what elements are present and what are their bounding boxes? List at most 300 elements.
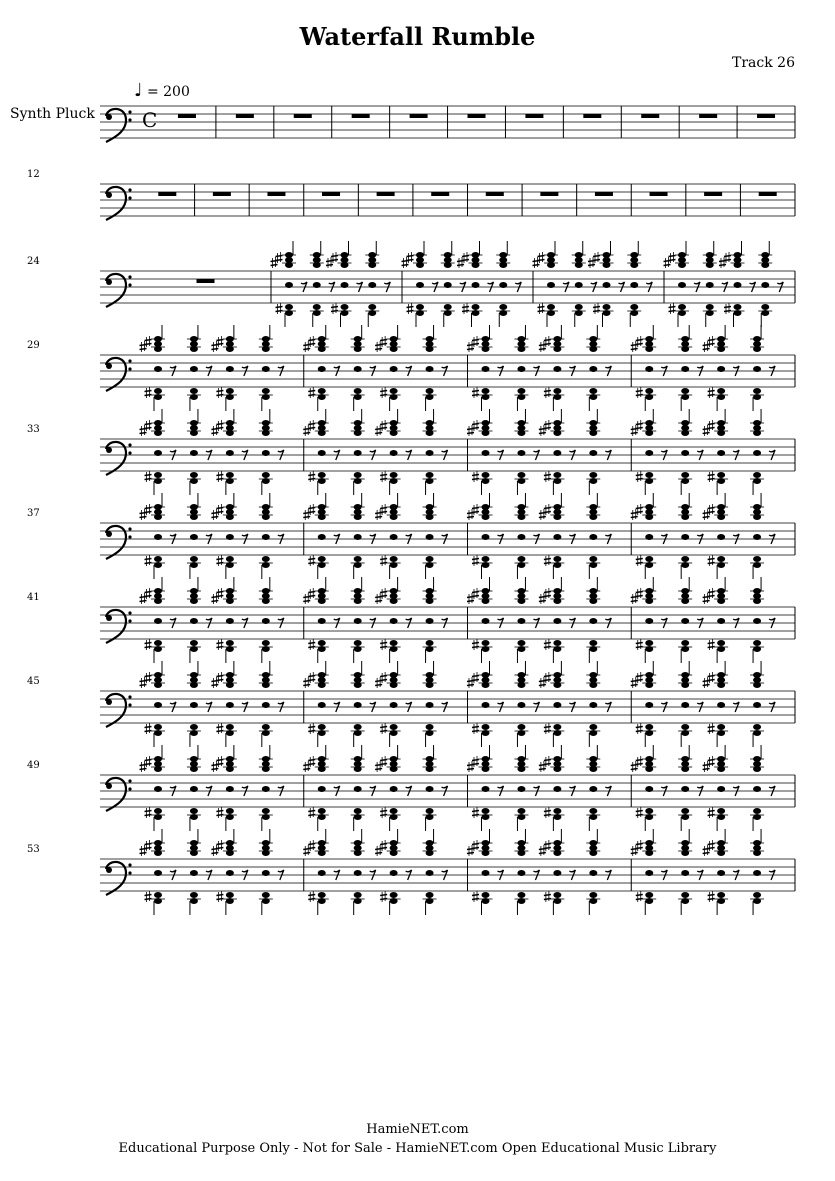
note-head [753,450,761,456]
chord [211,493,237,579]
chord [140,577,166,663]
note-head [390,450,398,456]
note-head [482,556,490,562]
chord [758,241,772,327]
note-head [341,282,349,288]
sharp-icon [593,252,600,263]
note-head [444,282,452,288]
chord [539,409,565,495]
note-head [645,702,653,708]
sharp-icon [544,840,551,851]
note-head [681,618,689,624]
chord [750,829,764,915]
note-head [426,472,434,478]
measure-number: 49 [27,760,40,771]
note-head [553,618,561,624]
sharp-icon [216,387,223,398]
sharp-icon [593,303,600,314]
note-head [262,892,270,898]
chord [259,493,273,579]
note-head [226,786,234,792]
chord [187,661,201,747]
bass-clef-dot [106,867,112,873]
note-head [517,366,525,372]
note-head [734,282,742,288]
sharp-icon [308,387,315,398]
sharp-icon [588,257,595,268]
note-head [517,724,525,730]
note-head [681,534,689,540]
chord [441,241,455,327]
chord [514,577,528,663]
sharp-icon [708,420,715,431]
sharp-icon [631,425,638,436]
note-head [547,304,555,310]
note-head [262,556,270,562]
sharp-icon [140,593,147,604]
chord [703,577,729,663]
sharp-icon [145,840,152,851]
sharp-icon [636,807,643,818]
note-head [589,702,597,708]
note-head [553,534,561,540]
sharp-icon [140,845,147,856]
chord [375,745,401,831]
note-head [354,640,362,646]
chord [375,493,401,579]
chord [211,829,237,915]
sharp-icon [375,845,382,856]
note-head [717,388,725,394]
chord [678,577,692,663]
note-head [262,808,270,814]
bass-clef-dot [128,451,131,454]
sharp-icon [703,761,710,772]
chord [539,325,565,411]
chord [631,745,657,831]
chord [631,829,657,915]
chord [539,829,565,915]
chord [211,325,237,411]
note-head [154,870,162,876]
sharp-icon [308,420,315,431]
note-head [190,724,198,730]
sharp-icon [216,588,223,599]
note-head [482,450,490,456]
sharp-icon [216,840,223,851]
sharp-icon [457,257,464,268]
note-head [717,472,725,478]
footer-notice: Educational Purpose Only - Not for Sale - HamieNET.com Open Educational Music Library [118,1141,717,1156]
bass-clef-dot [128,863,131,866]
note-head [154,534,162,540]
staff-system [100,184,795,220]
chord [187,493,201,579]
whole-rest-icon [352,114,370,118]
chord [423,661,437,747]
sharp-icon [544,504,551,515]
whole-rest-icon [294,114,312,118]
note-head [753,702,761,708]
chord [140,745,166,831]
sharp-icon [380,807,387,818]
sharp-icon [211,677,218,688]
chord [586,745,600,831]
bass-clef-dot [128,110,131,113]
sharp-icon [708,387,715,398]
sharp-icon [145,555,152,566]
measure-number: 12 [27,169,40,180]
note-head [226,388,234,394]
chord [678,829,692,915]
note-head [553,640,561,646]
chord [533,241,559,327]
sharp-icon [544,723,551,734]
note-head [226,556,234,562]
note-head [589,534,597,540]
sharp-icon [544,891,551,902]
note-head [553,472,561,478]
chord [586,409,600,495]
note-head [499,282,507,288]
note-head [354,556,362,562]
chord [631,409,657,495]
note-head [154,808,162,814]
sharp-icon [303,845,310,856]
note-head [630,304,638,310]
sharp-icon [636,840,643,851]
sharp-icon [380,555,387,566]
note-head [154,472,162,478]
chord [750,661,764,747]
sharp-icon [467,761,474,772]
note-head [553,808,561,814]
quarter-note-icon: ♩ [134,80,143,101]
whole-rest-icon [322,192,340,196]
sharp-icon [708,672,715,683]
chord [514,829,528,915]
note-head [482,388,490,394]
note-head [717,892,725,898]
sharp-icon [636,588,643,599]
note-head [262,870,270,876]
note-head [517,702,525,708]
measure-number: 24 [27,256,40,267]
sharp-icon [539,845,546,856]
chord [187,409,201,495]
chord [703,493,729,579]
sharp-icon [636,420,643,431]
sharp-icon [140,761,147,772]
note-head [285,282,293,288]
chord [303,745,329,831]
sharp-icon [538,252,545,263]
chord [365,241,379,327]
chord [375,409,401,495]
sharp-icon [472,336,479,347]
note-head [262,640,270,646]
note-head [354,724,362,730]
chord [586,661,600,747]
sharp-icon [467,593,474,604]
note-head [589,618,597,624]
sharp-icon [276,303,283,314]
note-head [354,808,362,814]
note-head [262,472,270,478]
sharp-icon [308,891,315,902]
note-head [341,304,349,310]
note-head [368,282,376,288]
note-head [190,366,198,372]
chord [259,745,273,831]
note-head [482,808,490,814]
note-head [753,724,761,730]
note-head [354,366,362,372]
note-head [553,786,561,792]
whole-rest-icon [486,192,504,196]
score-title: Waterfall Rumble [299,22,536,51]
note-head [553,870,561,876]
chord [750,577,764,663]
sharp-icon [636,555,643,566]
note-head [426,618,434,624]
sharp-icon [331,303,338,314]
note-head [717,870,725,876]
chord [259,661,273,747]
sharp-icon [380,672,387,683]
chord [703,409,729,495]
chord [467,409,493,495]
note-head [416,304,424,310]
note-head [226,640,234,646]
sharp-icon [669,252,676,263]
sharp-icon [467,425,474,436]
note-head [553,892,561,898]
sharp-icon [544,756,551,767]
note-head [318,556,326,562]
sharp-icon [538,303,545,314]
sharp-icon [140,509,147,520]
chord [586,829,600,915]
sharp-icon [308,756,315,767]
bass-clef-dot [128,703,131,706]
sharp-icon [145,807,152,818]
note-head [262,724,270,730]
sharp-icon [145,639,152,650]
sharp-icon [216,471,223,482]
chord [375,577,401,663]
bass-clef-dot [128,283,131,286]
bass-clef-dot [128,118,131,121]
sharp-icon [708,807,715,818]
sharp-icon [216,504,223,515]
sharp-icon [636,723,643,734]
note-head [262,702,270,708]
sharp-icon [308,471,315,482]
bass-clef-dot [128,611,131,614]
sharp-icon [402,257,409,268]
note-head [318,388,326,394]
chord [750,493,764,579]
sharp-icon [308,336,315,347]
note-head [547,282,555,288]
sharp-icon [539,509,546,520]
note-head [681,450,689,456]
sharp-icon [708,504,715,515]
note-head [318,450,326,456]
whole-rest-icon [699,114,717,118]
sharp-icon [636,387,643,398]
sharp-icon [708,639,715,650]
chord [187,325,201,411]
sharp-icon [664,257,671,268]
note-head [426,808,434,814]
sharp-icon [308,807,315,818]
sharp-icon [375,341,382,352]
note-head [482,472,490,478]
note-head [354,870,362,876]
note-head [706,304,714,310]
sharp-icon [216,555,223,566]
chord [423,493,437,579]
note-head [318,724,326,730]
note-head [226,472,234,478]
note-head [517,472,525,478]
note-head [681,388,689,394]
chord [303,325,329,411]
whole-rest-icon [431,192,449,196]
note-head [645,808,653,814]
bass-clef-dot [128,443,131,446]
note-head [190,388,198,394]
note-head [390,388,398,394]
note-head [753,892,761,898]
note-head [482,640,490,646]
whole-rest-icon [158,192,176,196]
bass-clef-dot [128,535,131,538]
chord [211,661,237,747]
measure-number: 53 [27,844,40,855]
chord [703,325,729,411]
chord [539,493,565,579]
note-head [761,282,769,288]
chord [303,493,329,579]
note-head [313,304,321,310]
sharp-icon [140,677,147,688]
note-head [589,556,597,562]
note-head [753,640,761,646]
note-head [482,534,490,540]
sharp-icon [375,677,382,688]
chord [678,661,692,747]
note-head [553,702,561,708]
time-signature: C [142,108,158,132]
chord [423,829,437,915]
chord [259,829,273,915]
note-head [589,786,597,792]
chord [351,409,365,495]
sharp-icon [216,756,223,767]
chord [467,577,493,663]
sharp-icon [145,588,152,599]
whole-rest-icon [704,192,722,196]
whole-rest-icon [641,114,659,118]
note-head [681,892,689,898]
chord [259,325,273,411]
note-head [354,534,362,540]
note-head [390,472,398,478]
note-head [190,472,198,478]
bass-clef-dot [106,699,112,705]
sharp-icon [308,504,315,515]
sharp-icon [145,891,152,902]
note-head [753,366,761,372]
note-head [318,366,326,372]
note-head [154,556,162,562]
sharp-icon [407,303,414,314]
note-head [154,450,162,456]
bass-clef-dot [128,871,131,874]
sharp-icon [631,593,638,604]
chord [351,745,365,831]
note-head [553,450,561,456]
note-head [645,366,653,372]
note-head [190,786,198,792]
chord [211,577,237,663]
chord [678,409,692,495]
note-head [482,786,490,792]
sharp-icon [308,840,315,851]
sharp-icon [472,555,479,566]
whole-rest-icon [468,114,486,118]
sharp-icon [375,509,382,520]
sharp-icon [544,471,551,482]
note-head [318,808,326,814]
chord [351,577,365,663]
sharp-icon [308,723,315,734]
sharp-icon [380,471,387,482]
note-head [553,724,561,730]
note-head [262,366,270,372]
note-head [354,618,362,624]
sharp-icon [380,639,387,650]
chord [539,745,565,831]
chord [351,493,365,579]
sharp-icon [145,420,152,431]
note-head [190,534,198,540]
chord [467,493,493,579]
sharp-icon [211,845,218,856]
note-head [575,282,583,288]
note-head [318,640,326,646]
sharp-icon [380,504,387,515]
note-head [154,640,162,646]
chord [187,829,201,915]
sharp-icon [308,588,315,599]
note-head [226,534,234,540]
note-head [318,702,326,708]
measure-number: 41 [27,592,40,603]
sharp-icon [380,723,387,734]
sharp-icon [467,677,474,688]
note-head [226,892,234,898]
chord [303,829,329,915]
sharp-icon [544,420,551,431]
note-head [354,702,362,708]
chord [423,325,437,411]
note-head [753,472,761,478]
bass-clef-dot [128,619,131,622]
